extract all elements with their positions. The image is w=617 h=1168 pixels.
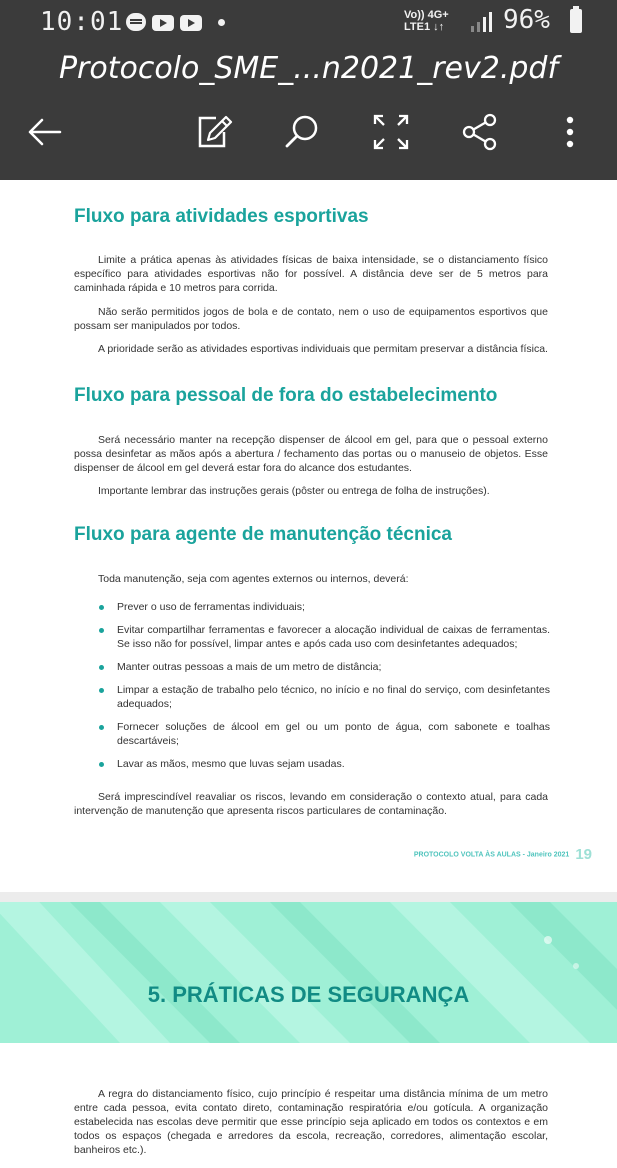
page-number: 19 — [575, 846, 592, 863]
network-indicator: Vo)) 4G+ LTE1 ↓↑ — [404, 9, 449, 33]
pdf-page-20[interactable] — [0, 1043, 617, 1168]
clock: 10:01 — [40, 7, 124, 37]
pdf-page-19[interactable] — [0, 180, 617, 892]
edit-icon[interactable] — [194, 112, 234, 152]
footer-text: PROTOCOLO VOLTA ÀS AULAS - Janeiro 2021 — [413, 851, 570, 859]
paragraph: Será imprescindível reavaliar os riscos, levando em consideração o contexto atual, para cada intervenção de manutenção que apresenta riscos particulares de contaminação. — [74, 791, 548, 817]
status-bar — [0, 0, 617, 46]
list-item: Evitar compartilhar ferramentas e favorecer a alocação individual de caixas de ferramentas. Se isso não for possível, limpar antes e após cada uso com desinfetantes adequados; — [96, 623, 550, 651]
battery-percent: 96% — [503, 5, 550, 35]
list-item: Limpar a estação de trabalho pelo técnico, no início e no final do serviço, com desinfetantes adequados; — [96, 683, 550, 711]
youtube-icon — [152, 15, 174, 31]
chapter-title: 5. PRÁTICAS DE SEGURANÇA — [147, 982, 470, 1007]
share-icon[interactable] — [460, 112, 500, 152]
paragraph: Limite a prática apenas às atividades físicas de baixa intensidade, se o distanciamento físico específico para atividades esportivas não for possível. A distância deve ser de 5 metros para caminhada rápida e 10 metros para corrida. — [74, 254, 548, 294]
paragraph: A prioridade serão as atividades esportivas individuais que permitam preservar a distância física. — [98, 343, 548, 355]
document-title: Protocolo_SME_...n2021_rev2.pdf — [58, 51, 559, 86]
fullscreen-icon[interactable] — [371, 112, 411, 152]
paragraph: Não serão permitidos jogos de bola e de contato, nem o uso de equipamentos esportivos que possam ser manipulados por todos. — [74, 306, 548, 332]
paragraph: Toda manutenção, seja com agentes externos ou internos, deverá: — [98, 573, 409, 585]
youtube-icon — [180, 15, 202, 31]
battery-icon — [570, 9, 582, 33]
signal-icon — [470, 12, 492, 32]
section-heading: Fluxo para atividades esportivas — [74, 206, 369, 227]
more-vert-icon[interactable] — [550, 112, 590, 152]
bullet-list — [96, 600, 550, 780]
section-heading: Fluxo para pessoal de fora do estabelecimento — [74, 385, 498, 406]
back-arrow-icon[interactable] — [24, 112, 64, 152]
section-banner — [0, 902, 617, 1043]
notification-icons — [126, 13, 225, 31]
pdf-viewer-toolbar — [0, 46, 617, 180]
list-item: Prever o uso de ferramentas individuais; — [96, 600, 550, 614]
banner-decoration — [0, 902, 617, 1043]
paragraph: Importante lembrar das instruções gerais (pôster ou entrega de folha de instruções). — [98, 485, 490, 497]
list-item: Manter outras pessoas a mais de um metro de distância; — [96, 660, 550, 674]
more-notifications-dot — [218, 19, 225, 26]
paragraph: Será necessário manter na recepção dispenser de álcool em gel, para que o pessoal externo possa desinfetar as mãos após a abertura / fechamento das portas ou o manuseio de objetos. Esse dispenser de álcool em gel deverá estar fora do alcance dos estudantes. — [74, 434, 548, 474]
page-footer — [380, 846, 592, 863]
section-heading: Fluxo para agente de manutenção técnica — [74, 524, 452, 545]
list-item: Fornecer soluções de álcool em gel ou um ponto de água, com sabonete e toalhas descartáveis; — [96, 720, 550, 748]
search-icon[interactable] — [282, 112, 322, 152]
messenger-icon — [126, 13, 146, 31]
paragraph: A regra do distanciamento físico, cujo princípio é respeitar uma distância mínima de um metro entre cada pessoa, evita contato direto, contaminação respiratória e/ou gotícula. A organização estabelecida nas escolas deve permitir que esse princípio seja aplicado em todos os contextos e em todos os espaços (chegada e arredores da escola, recreação, corredores, alimentação escolar, banheiros etc.). — [74, 1088, 548, 1156]
list-item: Lavar as mãos, mesmo que luvas sejam usadas. — [96, 757, 550, 771]
